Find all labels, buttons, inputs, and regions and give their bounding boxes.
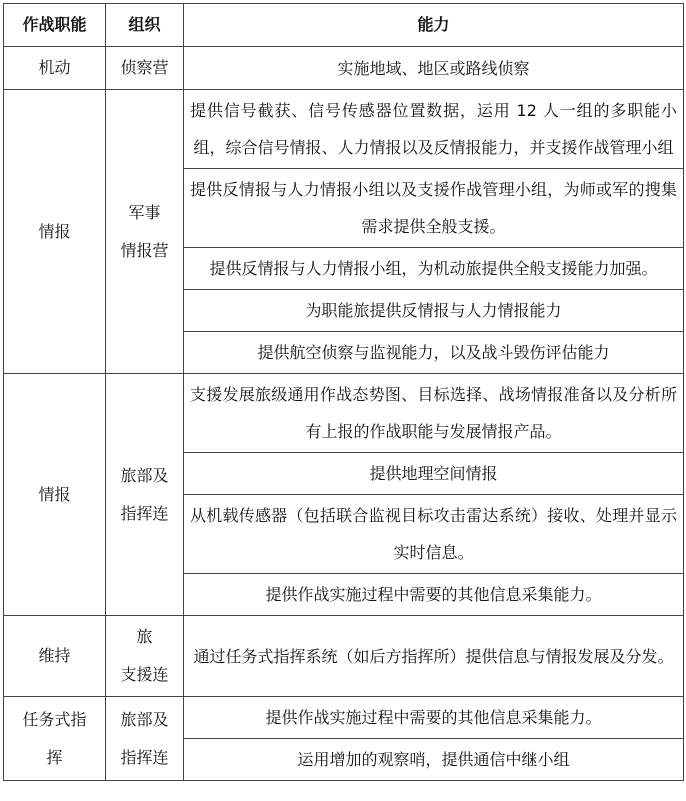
function-cell: 机动: [4, 47, 106, 90]
organization-line: 旅部及: [120, 465, 169, 485]
table-row: [4, 616, 684, 697]
capability-table: [3, 3, 684, 781]
function-line: 任务式指: [22, 709, 87, 729]
organization-cell: [106, 616, 184, 697]
organization-cell: [106, 697, 184, 781]
capability-cell: 通过任务式指挥系统（如后方指挥所）提供信息与情报发展及分发。: [184, 616, 684, 697]
organization-line: 军事: [128, 202, 161, 222]
capability-cell: 提供作战实施过程中需要的其他信息采集能力。: [184, 697, 684, 739]
function-cell: 维持: [4, 616, 106, 697]
organization-line: 情报营: [120, 240, 169, 260]
organization-cell: [106, 374, 184, 616]
header-row: [4, 4, 684, 47]
organization-line: 旅: [136, 627, 153, 646]
capability-cell: 提供信号截获、信号传感器位置数据，运用 12 人一组的多职能小组，综合信号情报、人力情报以及反情报能力，并支援作战管理小组: [184, 90, 684, 169]
capability-cell: 实施地域、地区或路线侦察: [184, 47, 684, 90]
organization-line: 指挥连: [120, 503, 169, 523]
capability-cell: 提供反情报与人力情报小组以及支援作战管理小组，为师或军的搜集需求提供全般支援。: [184, 169, 684, 248]
function-cell: 情报: [4, 90, 106, 374]
header-function: 作战职能: [4, 4, 106, 47]
header-capability: 能力: [184, 4, 684, 47]
organization-cell: [106, 90, 184, 374]
capability-cell: 提供反情报与人力情报小组，为机动旅提供全般支援能力加强。: [184, 248, 684, 290]
table-row: [4, 90, 684, 169]
capability-cell: 提供地理空间情报: [184, 453, 684, 495]
table-row: [4, 374, 684, 453]
organization-line: 支援连: [120, 665, 169, 684]
organization-line: 旅部及: [120, 709, 169, 729]
capability-cell: 从机载传感器（包括联合监视目标攻击雷达系统）接收、处理并显示实时信息。: [184, 495, 684, 574]
organization-cell: 侦察营: [106, 47, 184, 90]
function-cell: [4, 697, 106, 781]
capability-cell: 为职能旅提供反情报与人力情报能力: [184, 290, 684, 332]
header-organization: 组织: [106, 4, 184, 47]
function-cell: 情报: [4, 374, 106, 616]
function-line: 挥: [46, 747, 63, 767]
capability-cell: 提供航空侦察与监视能力，以及战斗毁伤评估能力: [184, 332, 684, 374]
organization-line: 指挥连: [120, 747, 169, 767]
capability-cell: 提供作战实施过程中需要的其他信息采集能力。: [184, 574, 684, 616]
capability-cell: 运用增加的观察哨，提供通信中继小组: [184, 739, 684, 781]
table-row: [4, 47, 684, 90]
table-row: [4, 697, 684, 739]
capability-cell: 支援发展旅级通用作战态势图、目标选择、战场情报准备以及分析所有上报的作战职能与发展情报产品。: [184, 374, 684, 453]
